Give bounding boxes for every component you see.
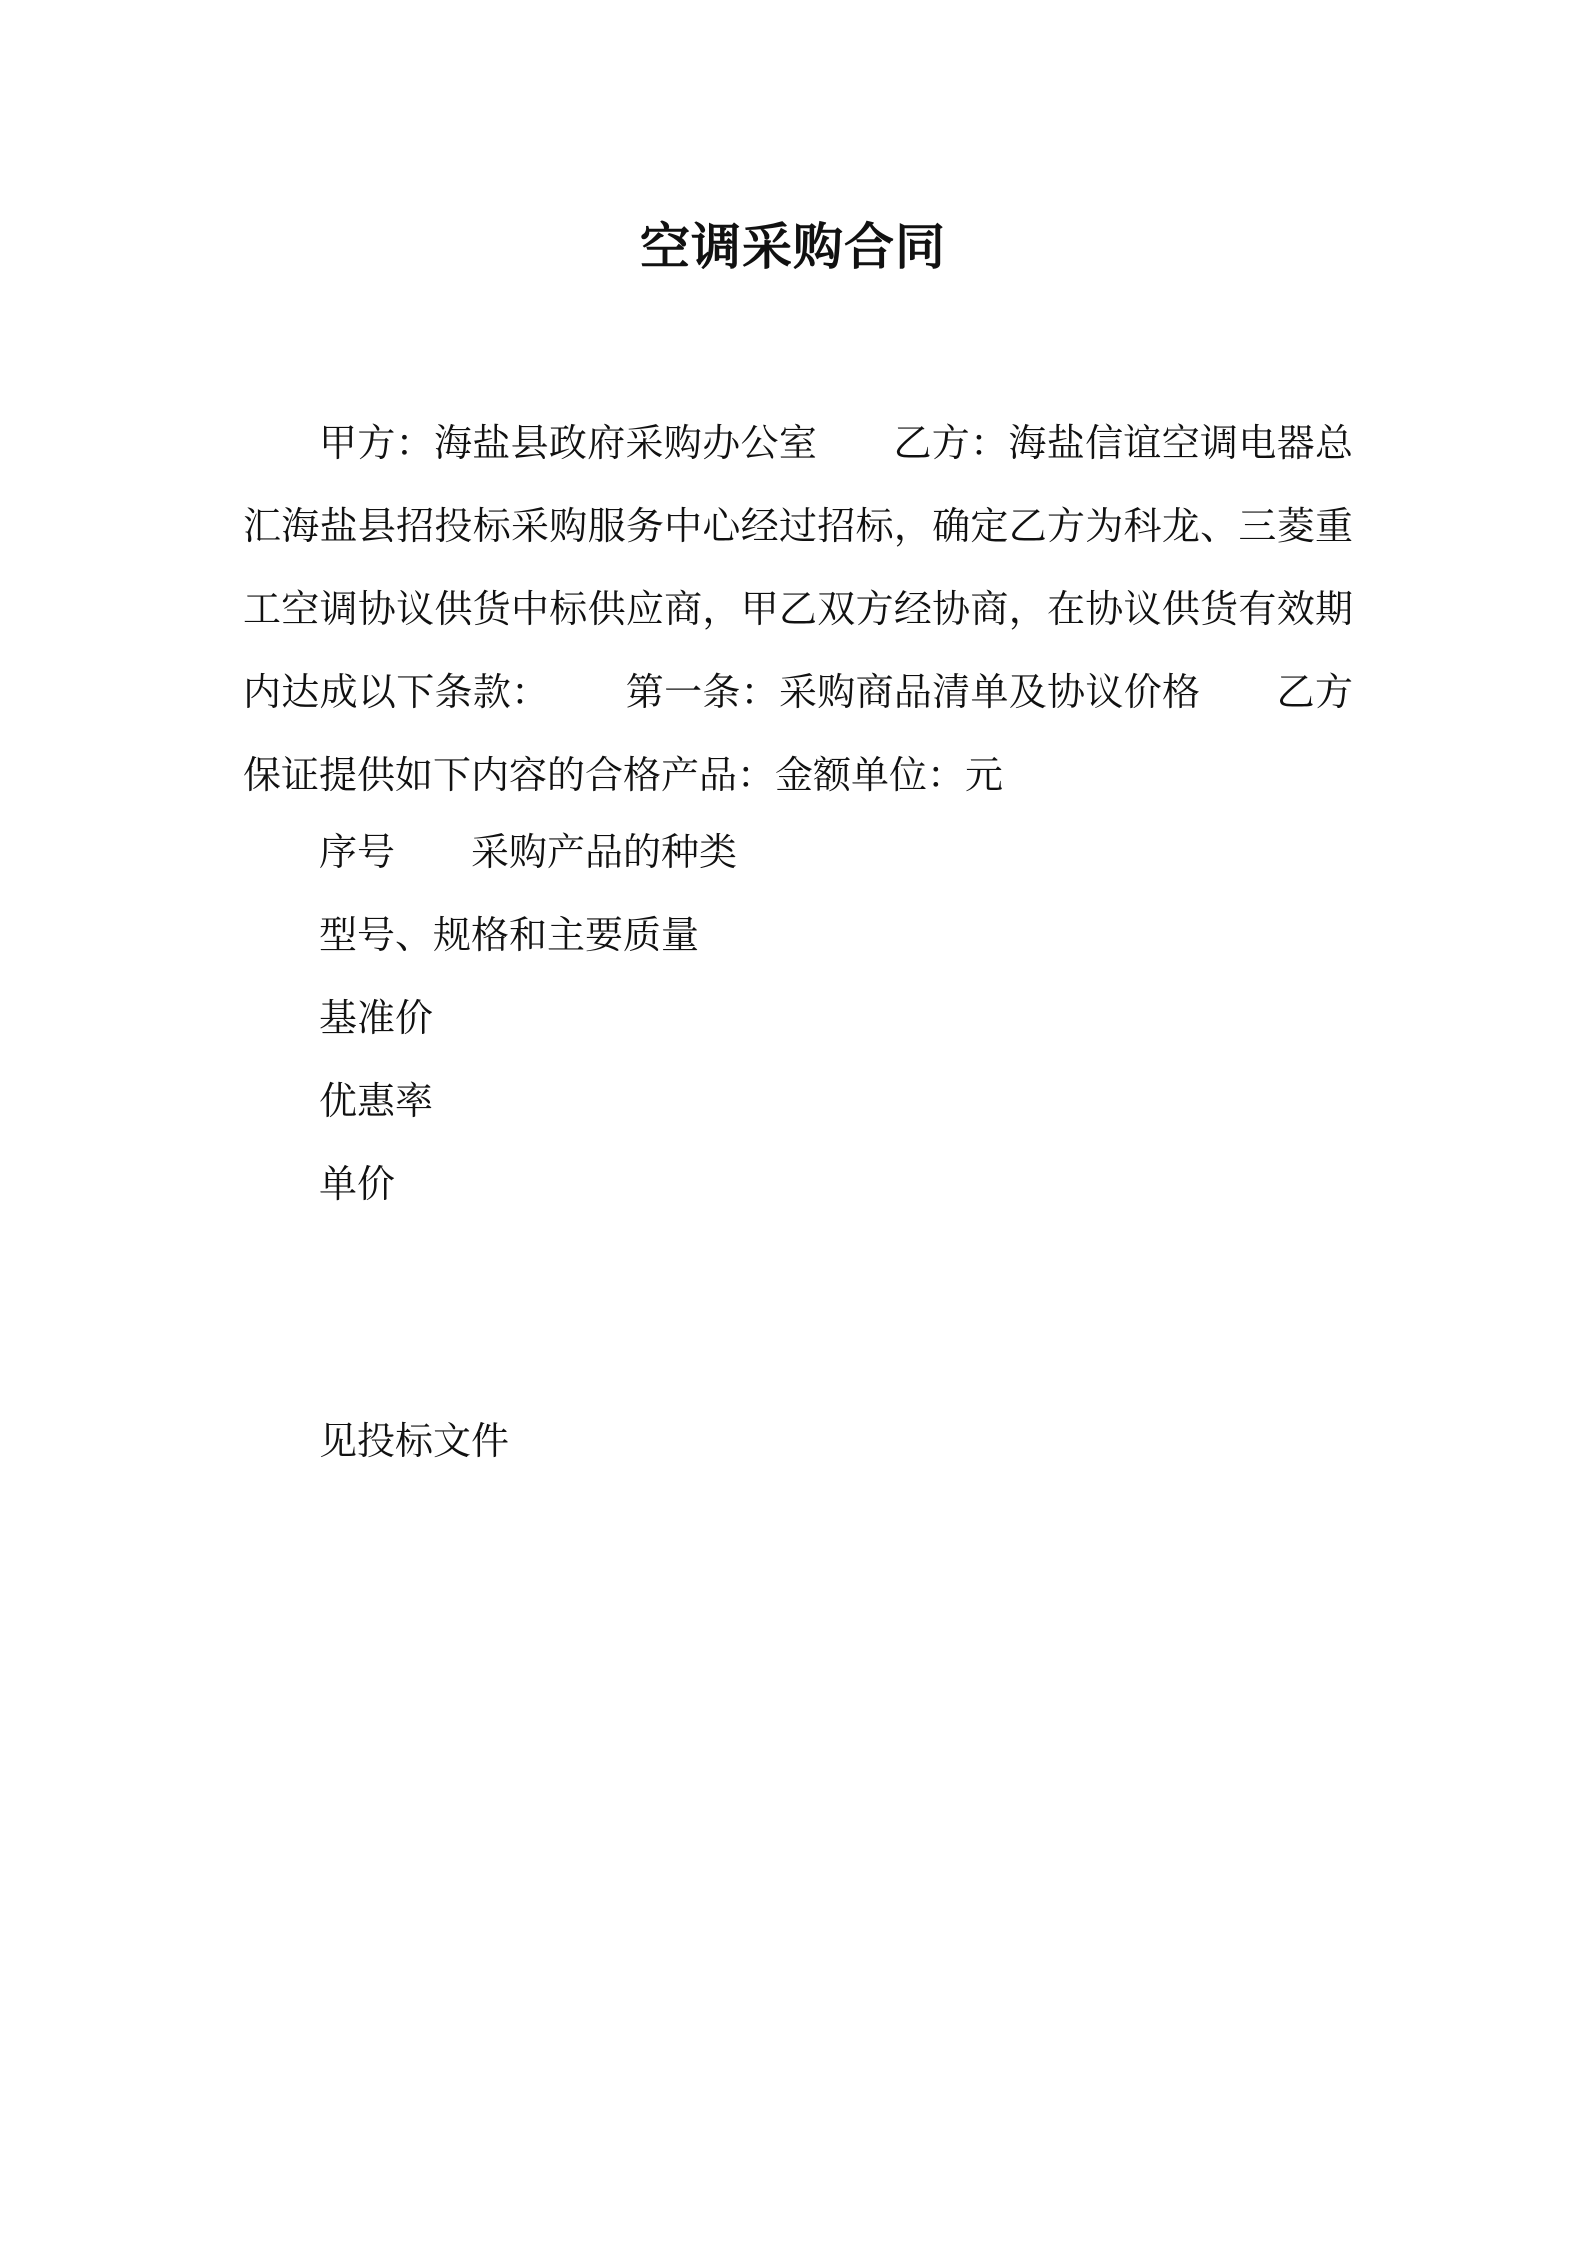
party-b: 乙方：海盐信谊空调电器总汇 bbox=[243, 421, 1353, 548]
party-a: 甲方：海盐县政府采购办公室 bbox=[319, 421, 818, 465]
field-discount-rate: 优惠率 bbox=[319, 1079, 434, 1123]
document-title: 空调采购合同 bbox=[640, 218, 946, 276]
field-model-spec: 型号、规格和主要质量 bbox=[319, 913, 700, 957]
table-header-serial: 序号 bbox=[319, 830, 396, 874]
contract-body-paragraph bbox=[243, 402, 1353, 817]
article-1-heading: 第一条：采购商品清单及协议价格 bbox=[625, 670, 1201, 714]
table-header-product-type: 采购产品的种类 bbox=[471, 830, 738, 874]
table-header-row bbox=[319, 822, 737, 882]
field-unit-price: 单价 bbox=[319, 1162, 396, 1206]
article-1-text: 乙方保证提供如下内容的合格产品：金额单位：元 bbox=[243, 670, 1353, 797]
field-base-price: 基准价 bbox=[319, 996, 434, 1040]
intro-text: 海盐县招投标采购服务中心经过招标，确定乙方为科龙、三菱重工空调协议供货中标供应商，甲乙双方经协商，在协议供货有效期内达成以下条款： bbox=[243, 504, 1353, 714]
see-bid-documents: 见投标文件 bbox=[319, 1419, 510, 1463]
